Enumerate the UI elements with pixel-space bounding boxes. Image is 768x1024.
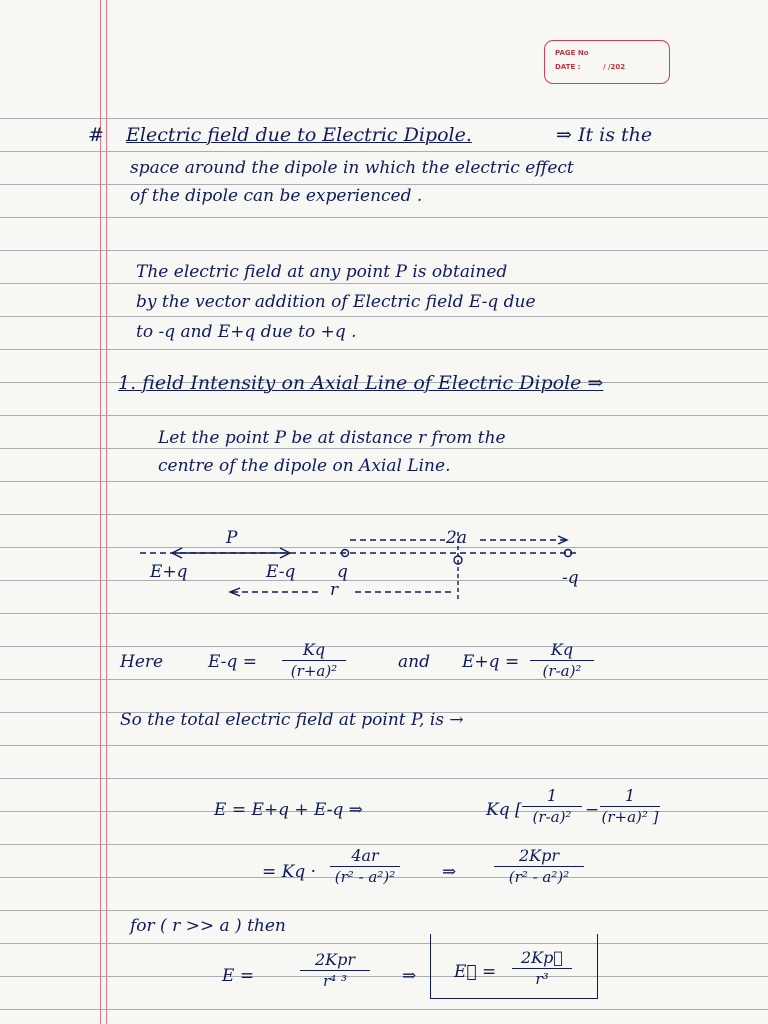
boxed-den: r³ (535, 970, 549, 988)
bracket-fraction-1 (522, 786, 582, 826)
date-label: DATE : (555, 63, 581, 71)
four-ar-num: 4ar (351, 846, 379, 865)
vector-line-2: by the vector addition of Electric field E-q due (136, 292, 536, 312)
two-kpr-num: 2Kpr (518, 846, 560, 865)
total-field-line: So the total electric field at point P, is → (120, 710, 464, 730)
e-minus-q-denominator: (r+a)² (290, 662, 338, 680)
bracket-num-2: 1 (624, 786, 636, 805)
implies-2: ⇒ (402, 966, 417, 986)
equals-kq: = Kq · (262, 862, 317, 882)
point-p-label: P (226, 528, 238, 548)
e-minus-q-numerator: Kq (302, 640, 326, 659)
e-minus-q-symbol: E-q = (208, 652, 257, 672)
two-kpr-den: (r² - a²)² (508, 868, 570, 886)
bracket-den-1: (r-a)² (532, 808, 572, 826)
boxed-num: 2Kp⃗ (521, 948, 563, 967)
implies-1: ⇒ (442, 862, 457, 882)
four-ar-fraction (330, 846, 400, 886)
definition-line-3: of the dipole can be experienced . (130, 186, 423, 206)
e-plus-q-symbol: E+q = (462, 652, 520, 672)
minus-sign: − (585, 800, 600, 820)
and-label: and (398, 652, 430, 672)
derivation-step-1: E = E+q + E-q ⇒ (214, 800, 364, 820)
vector-line-1: The electric field at any point P is obtained (136, 262, 508, 282)
heading-definition: ⇒ It is the (556, 124, 653, 146)
charge-q-label: q (337, 562, 348, 582)
page-no-label: PAGE No (555, 49, 589, 57)
here-label: Here (120, 652, 164, 672)
e-minus-q-label: E-q (266, 562, 296, 582)
bracket-num-1: 1 (546, 786, 558, 805)
heading-title: Electric field due to Electric Dipole. (126, 124, 472, 146)
e-plus-q-denominator: (r-a)² (542, 662, 582, 680)
four-ar-den: (r² - a²)² (334, 868, 396, 886)
vector-line-3: to -q and E+q due to +q . (136, 322, 357, 342)
two-kpr-fraction (494, 846, 584, 886)
kq-factor-1: Kq [ (486, 800, 522, 820)
section-line-1: Let the point P be at distance r from the (158, 428, 506, 448)
final-e-symbol: E = (222, 966, 255, 986)
boxed-fraction (512, 948, 572, 988)
two-a-label: 2a (446, 528, 467, 548)
e-minus-q-fraction (282, 640, 346, 680)
approximation-line: for ( r >> a ) then (130, 916, 286, 936)
boxed-e-vector: E⃗ = (454, 962, 497, 982)
e-plus-q-numerator: Kq (550, 640, 574, 659)
e-plus-q-fraction (530, 640, 594, 680)
charge-minus-q-label: -q (562, 568, 579, 588)
bracket-fraction-2 (600, 786, 660, 826)
final-fraction (300, 950, 370, 990)
e-plus-q-label: E+q (150, 562, 188, 582)
section-heading: 1. field Intensity on Axial Line of Electric Dipole ⇒ (118, 372, 604, 394)
heading-bullet: # (88, 124, 104, 146)
final-den: r⁴ ³ (323, 972, 347, 990)
date-value: / /202 (603, 63, 626, 71)
final-num: 2Kpr (314, 950, 356, 969)
definition-line-2: space around the dipole in which the electric effect (130, 158, 574, 178)
bracket-den-2: (r+a)² ] (601, 808, 659, 826)
distance-r-label: r (330, 580, 339, 600)
section-line-2: centre of the dipole on Axial Line. (158, 456, 451, 476)
